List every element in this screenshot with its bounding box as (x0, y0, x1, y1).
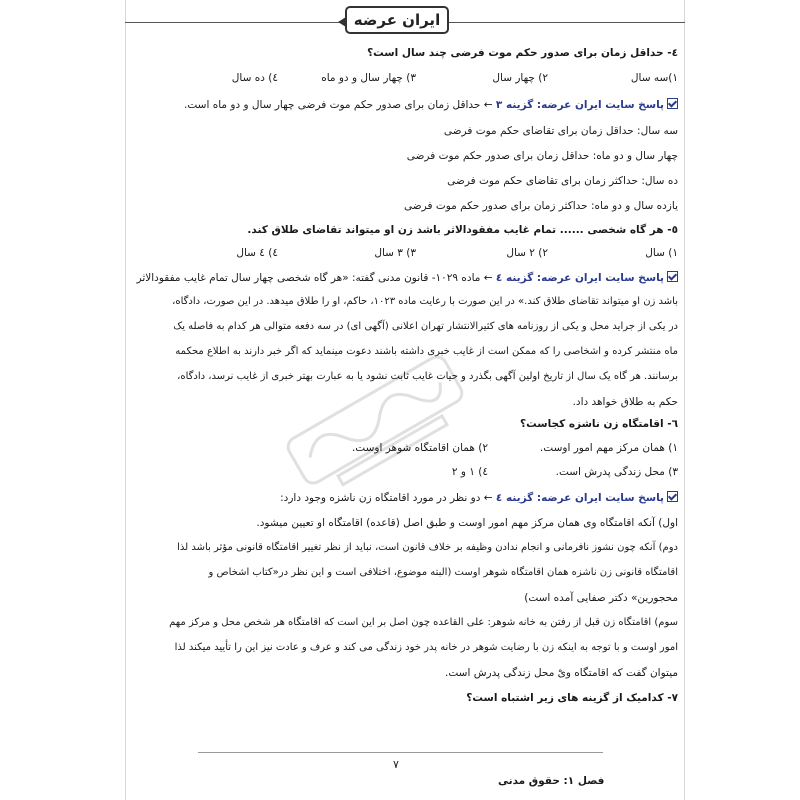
q4-note-3: ده سال: حداکثر زمان برای تقاضای حکم موت فرضی (447, 175, 678, 187)
q6-option-2: ۲) همان اقامتگاه شوهر اوست. (351, 442, 488, 454)
question-7: ٧- کدامیک از گزینه های زیر اشتباه است؟ (466, 692, 678, 704)
q5-answer-line: ماه منتشر کرده و اشخاصی را که ممکن است از غایب خبری داشته باشند دعوت مینماید که اگر خبر دارند به اطلاع محکمه (175, 346, 678, 357)
q6-answer-line: امور اوست و با توجه به اینکه زن با رضایت شوهر در خانه پدر خود زندگی می کند و عرف و عادت نیز این را تأیید میکند لذا (174, 642, 678, 653)
q4-answer (140, 98, 678, 112)
logo-arrow-icon (338, 17, 346, 27)
q5-option-3: ۳) ۳ سال (374, 247, 416, 259)
checkbox-icon (667, 271, 678, 282)
q6-answer (140, 491, 678, 505)
q6-answer-line: سوم) اقامتگاه زن قبل از رفتن به خانه شوهر: علی القاعده چون اصل بر این است که اقامتگاه هر شخص محل و مرکز مهم (169, 617, 678, 628)
question-5: ٥- هر گاه شخصی ...... تمام غایب مفقودالاثر باشد زن او میتواند تقاضای طلاق کند. (247, 224, 678, 236)
footer-rule (198, 752, 603, 753)
q6-answer-line: محجورین» دکتر صفایی آمده است) (524, 592, 678, 604)
q6-answer-label: پاسخ سایت ایران عرضه: گزینه ٤ (495, 492, 664, 504)
q6-answer-line: اقامتگاه قانونی زن ناشزه همان اقامتگاه شوهر اوست (البته موضوع، اختلافی است و این نظر در«کتاب اشخاص و (208, 567, 678, 578)
q5-option-2: ۲) ۲ سال (506, 247, 548, 259)
q6-answer-intro: دو نظر در مورد اقامتگاه زن ناشزه وجود دارد: (280, 492, 481, 504)
q4-note-1: سه سال: حداقل زمان برای تقاضای حکم موت فرضی (443, 125, 678, 137)
question-4: ٤- حداقل زمان برای صدور حکم موت فرضی چند سال است؟ (367, 47, 678, 59)
q5-option-4: ٤) ٤ سال (236, 247, 278, 259)
q5-answer-line: برسانند. هر گاه یک سال از تاریخ اولین آگهی بگذرد و حیات غایب ثابت نشود یا به عبارت بهتر خبری از غایب نرسد، دادگاه، (177, 371, 678, 382)
question-4-options (140, 72, 678, 86)
q5-answer-line: باشد زن او میتواند تقاضای طلاق کند.» در این صورت با رعایت ماده ۱۰۲۳، حاکم، او را طلاق میدهد. در این صورت، دادگاه، (172, 296, 678, 307)
q6-option-1: ۱) همان مرکز مهم امور اوست. (539, 442, 678, 454)
q5-answer-line: ماده ۱۰۲۹- قانون مدنی گفته: «هر گاه شخصی چهار سال تمام غایب مفقودالاثر (136, 272, 481, 284)
q4-answer-label: پاسخ سایت ایران عرضه: گزینه ۳ (495, 99, 664, 111)
q4-note-2: چهار سال و دو ماه: حداقل زمان برای صدور حکم موت فرضی (406, 150, 678, 162)
arrow-icon: ← (483, 272, 493, 284)
question-6-options-row-1 (140, 442, 678, 456)
checkbox-icon (667, 98, 678, 109)
question-6: ٦- اقامتگاه زن ناشزه کجاست؟ (520, 418, 678, 430)
q4-note-4: یازده سال و دو ماه: حداکثر زمان برای صدور حکم موت فرضی (404, 200, 678, 212)
site-logo (345, 6, 449, 34)
q5-answer-line: حکم به طلاق خواهد داد. (572, 396, 678, 408)
q4-option-1: ۱)سه سال (630, 72, 678, 84)
checkbox-icon (667, 491, 678, 502)
q4-option-3: ۳) چهار سال و دو ماه (321, 72, 416, 84)
q6-answer-line: دوم) آنکه چون نشوز نافرمانی و انجام ندادن وظیفه بر خلاف قانون است، نباید از نظر تغییر اقامتگاه قانونی مؤثر باشد لذا (177, 542, 678, 553)
q5-answer-label: پاسخ سایت ایران عرضه: گزینه ٤ (495, 272, 664, 284)
q5-answer-line: در یکی از جراید محل و یکی از روزنامه های کثیرالانتشار تهران اعلانی (آگهی ای) در سه دفعه متوالی هر کدام به فاصله یک (173, 321, 678, 332)
q5-option-1: ۱) سال (645, 247, 678, 259)
page-number: ٧ (393, 758, 399, 771)
question-5-options (140, 247, 678, 261)
question-6-options-row-2 (140, 466, 678, 480)
q6-option-4: ٤) ۱ و ۲ (451, 466, 488, 478)
arrow-icon: ← (483, 99, 493, 111)
logo-text: ایران عرضه (353, 11, 441, 29)
q4-option-2: ۲) چهار سال (492, 72, 548, 84)
chapter-title: فصل ۱: حقوق مدنی (498, 775, 605, 787)
q6-answer-line: میتوان گفت که اقامتگاه ویْ محل زندگی پدرش است. (445, 667, 678, 679)
q6-answer-line: اول) آنکه اقامتگاه وی همان مرکز مهم امور اوست و طبق اصل (قاعده) اقامتگاه او تعیین میشود. (256, 517, 678, 529)
q4-answer-text: حداقل زمان برای صدور حکم موت فرضی چهار سال و دو ماه است. (184, 99, 481, 111)
q6-option-3: ۳) محل زندگی پدرش است. (555, 466, 678, 478)
q5-answer (136, 271, 678, 285)
arrow-icon: ← (483, 492, 493, 504)
q4-option-4: ٤) ده سال (231, 72, 278, 84)
